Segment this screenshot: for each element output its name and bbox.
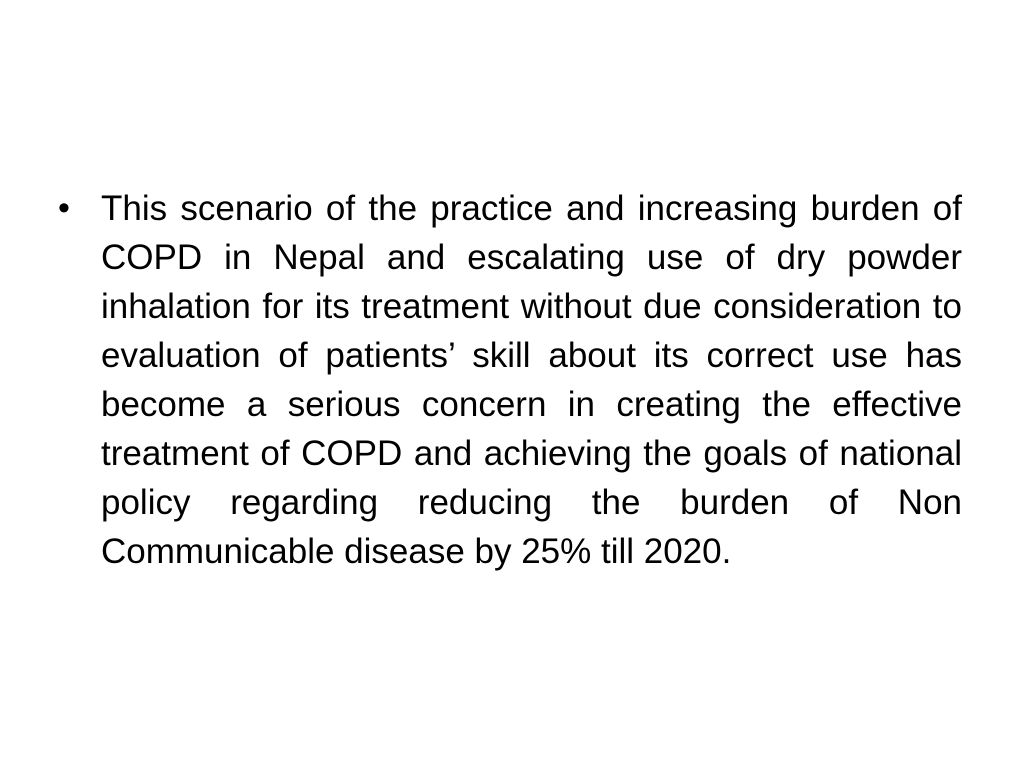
bullet-text: This scenario of the practice and increasing burden of COPD in Nepal and escalating use of dry powder inhalation for its treatment without due consideration to evaluation of patients’ skill about its correct use has become a serious concern in creating the effective treatment of COPD and achieving the goals of national policy regarding reducing the burden of Non Communicable disease by 25% till 2020. bbox=[101, 189, 962, 571]
slide-body bbox=[58, 184, 962, 576]
bullet-item bbox=[58, 184, 962, 576]
bullet-marker: • bbox=[58, 189, 70, 227]
